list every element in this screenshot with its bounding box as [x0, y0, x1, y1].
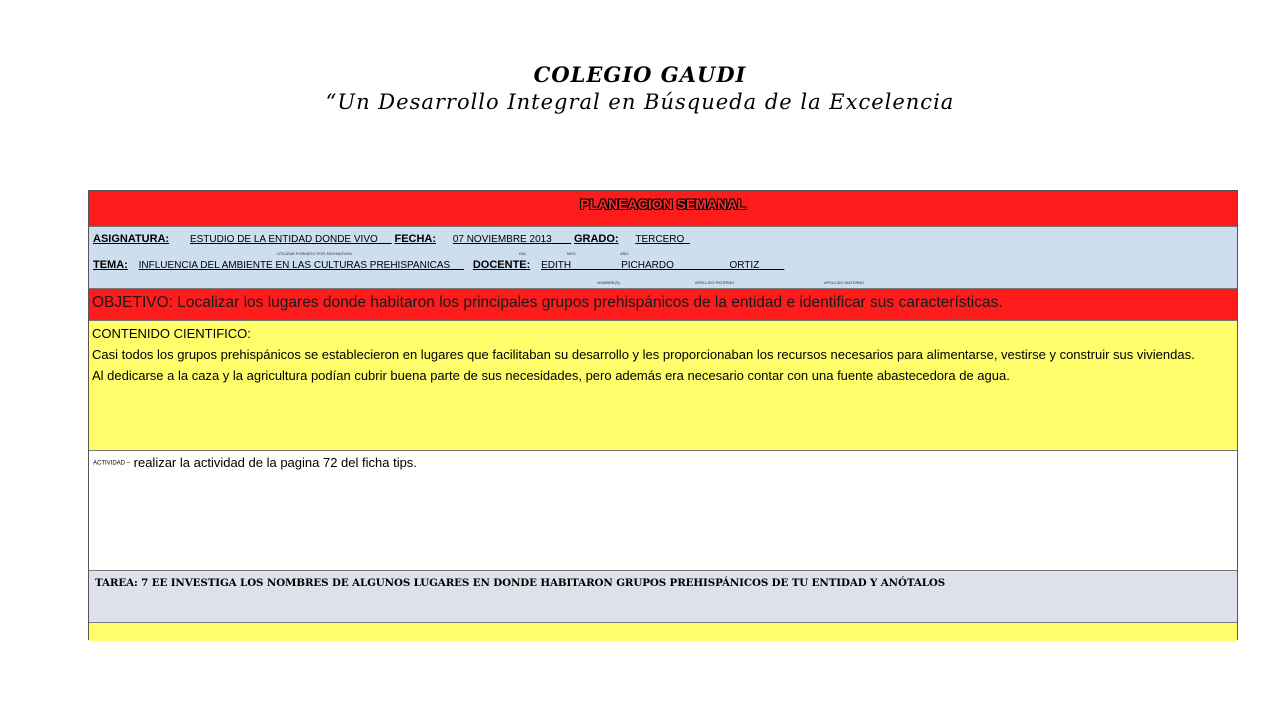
contenido-paragraph-2: Al dedicarse a la caza y la agricultura podían cubrir buena parte de sus necesidades, pero además era necesario contar con una fuente abastecedora de agua.: [92, 368, 1010, 383]
hint-dia: DÍA: [519, 251, 526, 256]
docente-label: DOCENTE:: [472, 259, 531, 271]
tema-value: INFLUENCIA DEL AMBIENTE EN LAS CULTURAS PREHISPANICAS: [138, 260, 451, 271]
actividad-line: [93, 455, 417, 470]
asignatura-line: [93, 233, 690, 245]
empty-footer-row: [89, 623, 1237, 641]
hint-mes: MES: [567, 251, 576, 256]
actividad-row: [89, 451, 1237, 571]
fecha-label: FECHA:: [394, 233, 437, 245]
tema-label: TEMA:: [93, 259, 128, 271]
docente-paterno: PICHARDO: [621, 260, 674, 271]
actividad-text: realizar la actividad de la pagina 72 del ficha tips.: [133, 455, 417, 470]
contenido-row: [89, 321, 1237, 451]
grado-value: TERCERO: [635, 234, 685, 245]
fecha-value: 07 NOVIEMBRE 2013: [452, 234, 552, 245]
hint-ano: AÑO: [620, 251, 629, 256]
weekly-plan-table: [88, 190, 1238, 640]
hint-nombre: NOMBRE(S): [597, 280, 620, 285]
hint-materno: APELLIDO MATERNO: [824, 280, 865, 285]
tema-line: [93, 259, 784, 271]
contenido-paragraph-1: Casi todos los grupos prehispánicos se establecieron en lugares que facilitaban su desarrollo y les proporcionaban los recursos necesarios para alimentarse, vestirse y construir sus viviendas.: [92, 347, 1195, 362]
asignatura-label: ASIGNATURA:: [93, 233, 170, 245]
document-header: [0, 62, 1280, 116]
hint-asignatura: UTILIZAR FORMATO POR ASIGNATURA: [277, 251, 352, 256]
plan-title-row: [89, 191, 1237, 227]
docente-materno: ORTIZ: [729, 260, 760, 271]
actividad-label: ACTIVIDAD –: [93, 460, 131, 467]
school-motto: “Un Desarrollo Integral en Búsqueda de la Excelencia: [325, 90, 955, 114]
hint-paterno: APELLIDO PATERNO: [695, 280, 735, 285]
plan-info-row: [89, 227, 1237, 289]
objetivo-row: [89, 289, 1237, 321]
grado-label: GRADO:: [573, 233, 619, 245]
school-name: COLEGIO GAUDI: [533, 62, 747, 87]
docente-nombre: EDITH: [541, 260, 572, 271]
objetivo-text: OBJETIVO: Localizar los lugares donde habitaron los principales grupos prehispánicos de la entidad e identificar sus características.: [92, 294, 1003, 311]
tarea-row: [89, 571, 1237, 623]
plan-title: PLANEACION SEMANAL: [580, 196, 746, 212]
tarea-text: TAREA: 7 EE INVESTIGA LOS NOMBRES DE ALGUNOS LUGARES EN DONDE HABITARON GRUPOS PREHISPÁNICOS DE TU ENTIDAD Y ANÓTALOS: [95, 577, 946, 589]
asignatura-value: ESTUDIO DE LA ENTIDAD DONDE VIVO: [189, 234, 378, 245]
contenido-title: CONTENIDO CIENTIFICO:: [92, 326, 251, 341]
